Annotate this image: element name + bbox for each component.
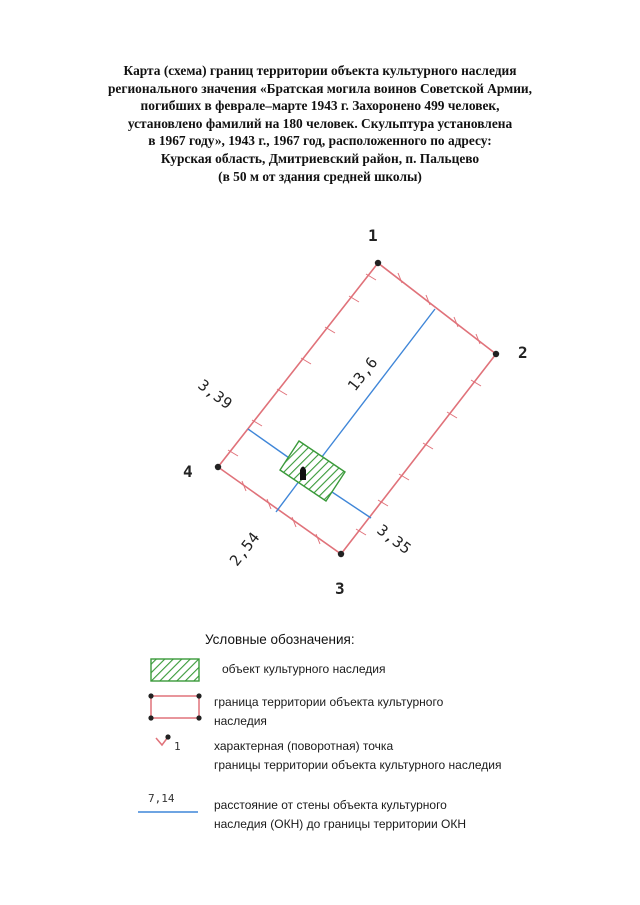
legend-item-boundary xyxy=(214,693,443,731)
title-line: (в 50 м от здания средней школы) xyxy=(218,168,422,184)
legend-object-swatch xyxy=(151,659,199,681)
legend-text-line: расстояние от стены объекта культурного xyxy=(214,798,447,812)
legend-point-swatch xyxy=(156,734,181,753)
legend-text-line: граница территории объекта культурного xyxy=(214,695,444,709)
legend-point-sample-label: 1 xyxy=(174,740,181,753)
legend-boundary-swatch xyxy=(148,693,201,720)
distance-label-13-6: 13,6 xyxy=(343,353,382,395)
distance-label-3-35: 3,35 xyxy=(373,520,415,559)
title-line: Карта (схема) границ территории объекта культурного наследия xyxy=(123,63,517,78)
title-line: установлено фамилий на 180 человек. Скульптура установлена xyxy=(127,115,513,131)
legend-item-distance xyxy=(214,796,466,834)
point-label-1: 1 xyxy=(368,226,378,245)
legend-text-line: наследия (ОКН) до границы территории ОКН xyxy=(214,817,466,831)
legend-item-point xyxy=(214,737,501,775)
legend-text-line: характерная (поворотная) точка xyxy=(214,739,394,753)
distance-label-2-54: 2,54 xyxy=(225,528,264,570)
legend-heading: Условные обозначения: xyxy=(205,632,355,647)
title-line: Курская область, Дмитриевский район, п. Пальцево xyxy=(160,150,480,166)
point-label-4: 4 xyxy=(183,462,193,481)
title-line: в 1967 году», 1943 г., 1967 год, расположенного по адресу: xyxy=(148,133,492,149)
legend-item-object xyxy=(222,660,385,679)
point-label-2: 2 xyxy=(518,343,528,362)
title-line: погибших в феврале–марте 1943 г. Захоронено 499 человек, xyxy=(140,98,500,114)
distance-label-3-39: 3,39 xyxy=(194,375,236,414)
title-line: регионального значения «Братская могила воинов Советской Армии, xyxy=(107,80,532,96)
legend-distance-sample-label: 7,14 xyxy=(148,792,175,805)
legend-text-line: границы территории объекта культурного наследия xyxy=(214,758,502,772)
legend-text-line: объект культурного наследия xyxy=(222,662,386,676)
point-label-3: 3 xyxy=(335,579,345,598)
legend-text-line: наследия xyxy=(214,714,267,728)
legend-distance-swatch xyxy=(138,792,198,812)
